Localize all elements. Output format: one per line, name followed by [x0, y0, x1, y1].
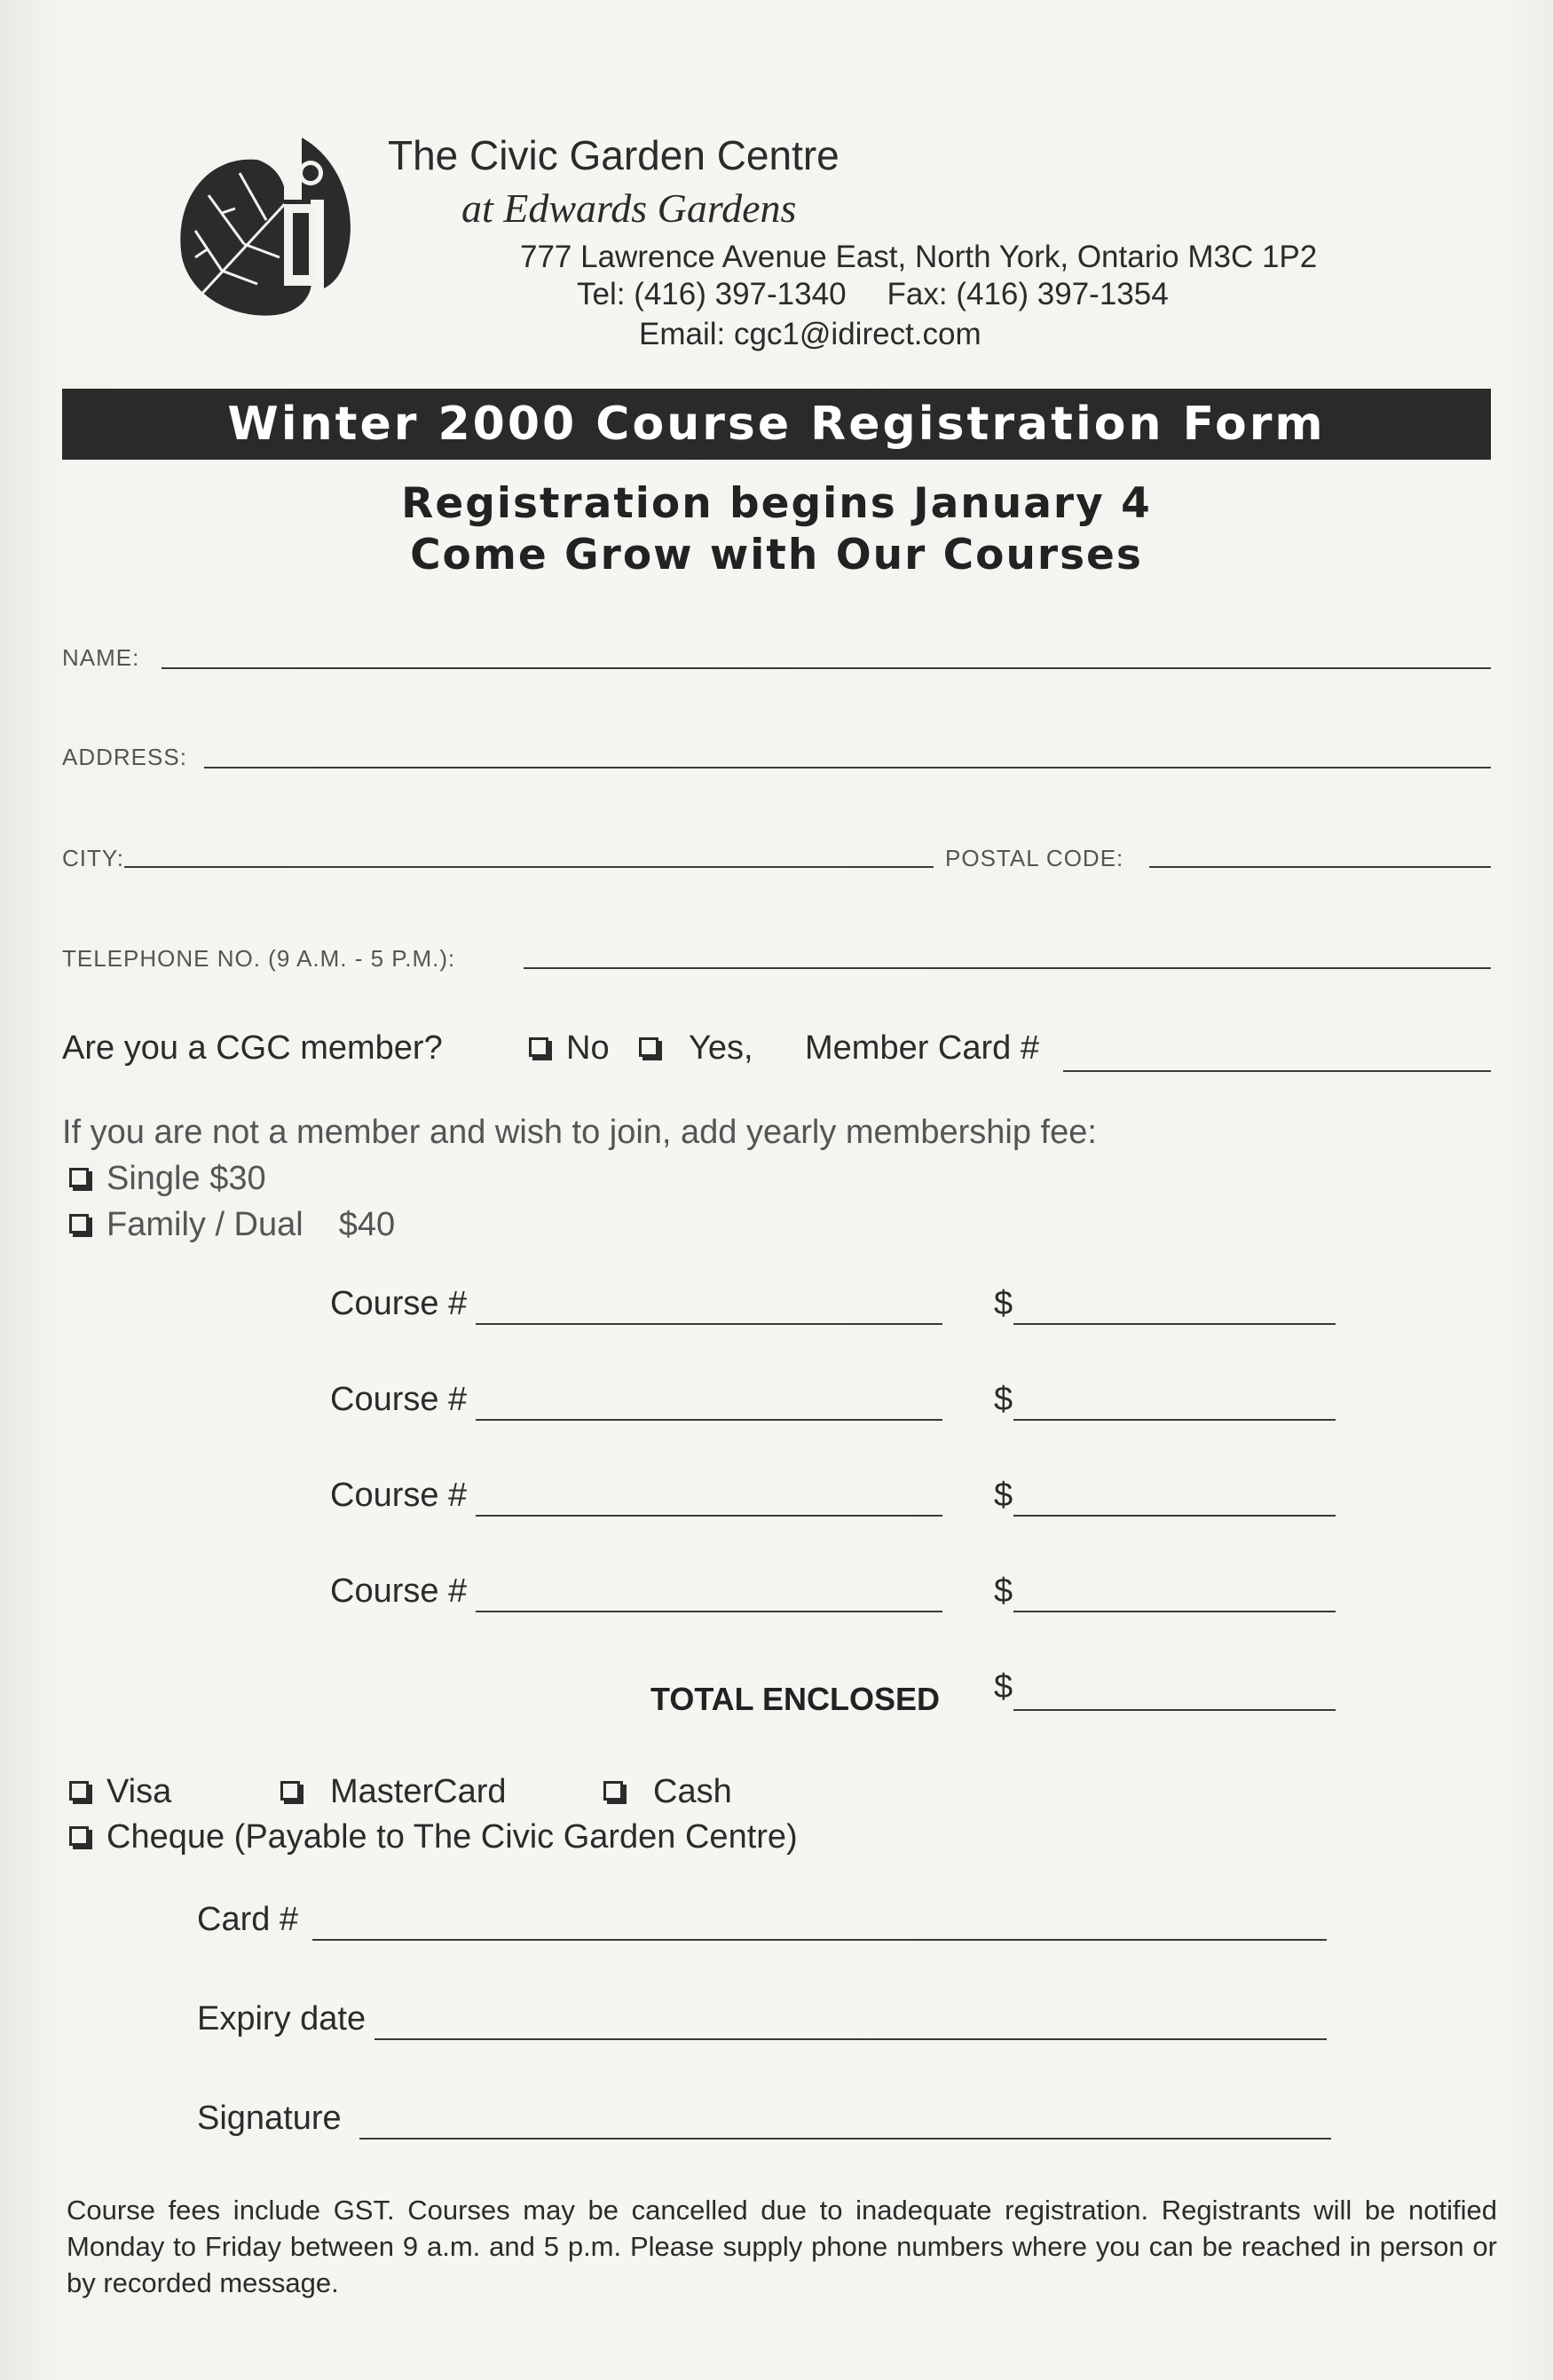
org-name: The Civic Garden Centre	[388, 132, 840, 178]
form-title-banner: Winter 2000 Course Registration Form	[62, 389, 1491, 460]
course-label: Course #	[330, 1285, 468, 1322]
expiry-date-label: Expiry date	[197, 2000, 367, 2037]
family-membership-checkbox[interactable]	[69, 1206, 395, 1244]
address-field[interactable]	[204, 767, 1491, 768]
footer-note: Course fees include GST. Courses may be cancelled due to inadequate registration. Registrants will be notified Monday to Friday between 9 a.m. and 5 p.m. Please supply phone numbers where you can be reached in person or by recorded message.	[67, 2195, 1497, 2298]
cheque-label: Cheque (Payable to The Civic Garden Centre)	[106, 1818, 798, 1856]
single-membership-label: Single $30	[106, 1160, 266, 1197]
cash-label: Cash	[653, 1773, 732, 1810]
course-amount-field[interactable]	[1013, 1323, 1336, 1325]
visa-checkbox[interactable]	[69, 1773, 171, 1811]
join-membership-text: If you are not a member and wish to join, add yearly membership fee:	[62, 1114, 1097, 1151]
card-number-label: Card #	[197, 1901, 299, 1938]
course-number-field[interactable]	[476, 1515, 942, 1517]
total-enclosed-label: TOTAL ENCLOSED	[650, 1681, 941, 1717]
visa-label: Visa	[106, 1773, 172, 1810]
org-subtitle: at Edwards Gardens	[461, 185, 797, 231]
mastercard-label: MasterCard	[330, 1773, 507, 1810]
checkbox-icon	[529, 1037, 548, 1057]
course-number-field[interactable]	[476, 1323, 942, 1325]
cheque-checkbox[interactable]	[69, 1818, 798, 1856]
name-label: NAME:	[62, 644, 140, 671]
member-no-checkbox[interactable]	[529, 1029, 610, 1068]
slogan-heading: Come Grow with Our Courses	[410, 531, 1143, 579]
member-no-label: No	[566, 1029, 610, 1067]
city-label: CITY:	[62, 845, 125, 871]
course-label: Course #	[330, 1381, 468, 1418]
course-dollar: $	[994, 1477, 1013, 1514]
checkbox-icon	[69, 1826, 89, 1846]
signature-label: Signature	[197, 2100, 342, 2137]
course-dollar: $	[994, 1285, 1013, 1322]
postal-code-label: POSTAL CODE:	[945, 845, 1124, 871]
checkbox-icon	[69, 1781, 89, 1801]
postal-code-field[interactable]	[1149, 866, 1491, 868]
registration-date-heading: Registration begins January 4	[401, 479, 1152, 528]
single-membership-checkbox[interactable]	[69, 1160, 266, 1198]
org-email: Email: cgc1@idirect.com	[639, 317, 981, 351]
total-amount-field[interactable]	[1013, 1709, 1336, 1711]
telephone-field[interactable]	[524, 967, 1491, 969]
org-address: 777 Lawrence Avenue East, North York, Ontario M3C 1P2	[520, 240, 1318, 274]
checkbox-icon	[603, 1781, 623, 1801]
member-yes-checkbox[interactable]	[639, 1029, 753, 1068]
address-label: ADDRESS:	[62, 744, 187, 770]
course-label: Course #	[330, 1477, 468, 1514]
course-amount-field[interactable]	[1013, 1515, 1336, 1517]
org-tel: Tel: (416) 397-1340	[577, 277, 847, 311]
family-membership-label: Family / Dual	[106, 1206, 304, 1243]
mastercard-checkbox[interactable]	[280, 1773, 507, 1811]
course-amount-field[interactable]	[1013, 1611, 1336, 1612]
course-dollar: $	[994, 1572, 1013, 1610]
checkbox-icon	[280, 1781, 300, 1801]
telephone-label: TELEPHONE NO. (9 A.M. - 5 P.M.):	[62, 945, 456, 972]
course-label: Course #	[330, 1572, 468, 1610]
cash-checkbox[interactable]	[603, 1773, 732, 1811]
card-number-field[interactable]	[312, 1939, 1327, 1941]
course-number-field[interactable]	[476, 1611, 942, 1612]
course-dollar: $	[994, 1381, 1013, 1418]
member-card-label: Member Card #	[805, 1029, 1039, 1067]
member-question: Are you a CGC member?	[62, 1029, 443, 1067]
city-field[interactable]	[124, 866, 934, 868]
name-field[interactable]	[162, 667, 1491, 669]
course-amount-field[interactable]	[1013, 1419, 1336, 1421]
leaf-info-icon	[169, 124, 364, 328]
member-yes-label: Yes,	[689, 1029, 753, 1067]
total-dollar: $	[994, 1668, 1013, 1706]
signature-field[interactable]	[359, 2138, 1331, 2140]
member-card-field[interactable]	[1063, 1070, 1491, 1072]
checkbox-icon	[69, 1168, 89, 1187]
course-number-field[interactable]	[476, 1419, 942, 1421]
contact-phone-fax	[577, 277, 1169, 312]
org-fax: Fax: (416) 397-1354	[887, 277, 1169, 311]
checkbox-icon	[69, 1214, 89, 1233]
family-membership-fee: $40	[338, 1206, 396, 1243]
expiry-date-field[interactable]	[374, 2038, 1327, 2040]
checkbox-icon	[639, 1037, 658, 1057]
